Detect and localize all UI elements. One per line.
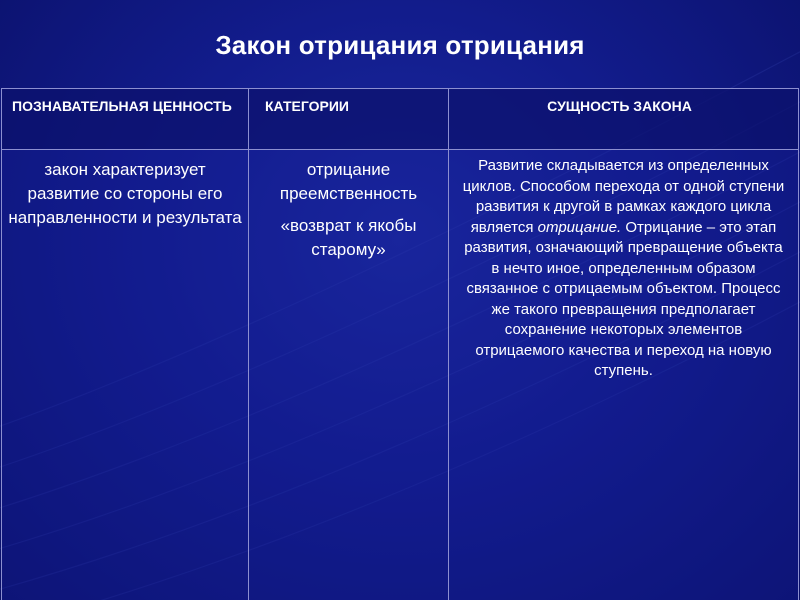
header-cognitive-value [2, 89, 249, 150]
category-item: отрицание [306, 160, 391, 179]
categories-list [249, 150, 448, 262]
law-table [1, 88, 799, 600]
header-label: ПОЗНАВАТЕЛЬНАЯ ЦЕННОСТЬ [12, 98, 232, 114]
header-label: СУЩНОСТЬ ЗАКОНА [547, 98, 692, 114]
cell-cognitive-value [2, 150, 249, 600]
slide-title: Закон отрицания отрицания [215, 30, 585, 60]
table-row [2, 150, 799, 600]
table-header-row [2, 89, 799, 150]
essence-italic-term: отрицание. [537, 218, 622, 236]
category-item: «возврат к якобы старому» [280, 216, 417, 259]
cell-categories [249, 150, 449, 600]
cognitive-value-text: закон характеризует развитие со стороны его направленности и результата [8, 160, 242, 227]
essence-part: Развитие складывается из определенных циклов. Способом перехода от одной ступени развития к другой в рамках каждого цикла является [462, 157, 785, 236]
header-categories [249, 89, 449, 150]
essence-part: Отрицание – это этап развития, означающий превращение объекта в нечто иное, определенным образом связанное с отрицаемым объектом. Процесс же такого превращения предполагает сохранение некоторых элементов отрицаемого качества и переход на новую ступень. [464, 218, 783, 379]
header-label: КАТЕГОРИИ [265, 98, 349, 114]
category-item: преемственность [279, 184, 418, 203]
cell-law-essence [449, 150, 799, 600]
header-law-essence [449, 89, 799, 150]
law-essence-text [449, 150, 798, 382]
